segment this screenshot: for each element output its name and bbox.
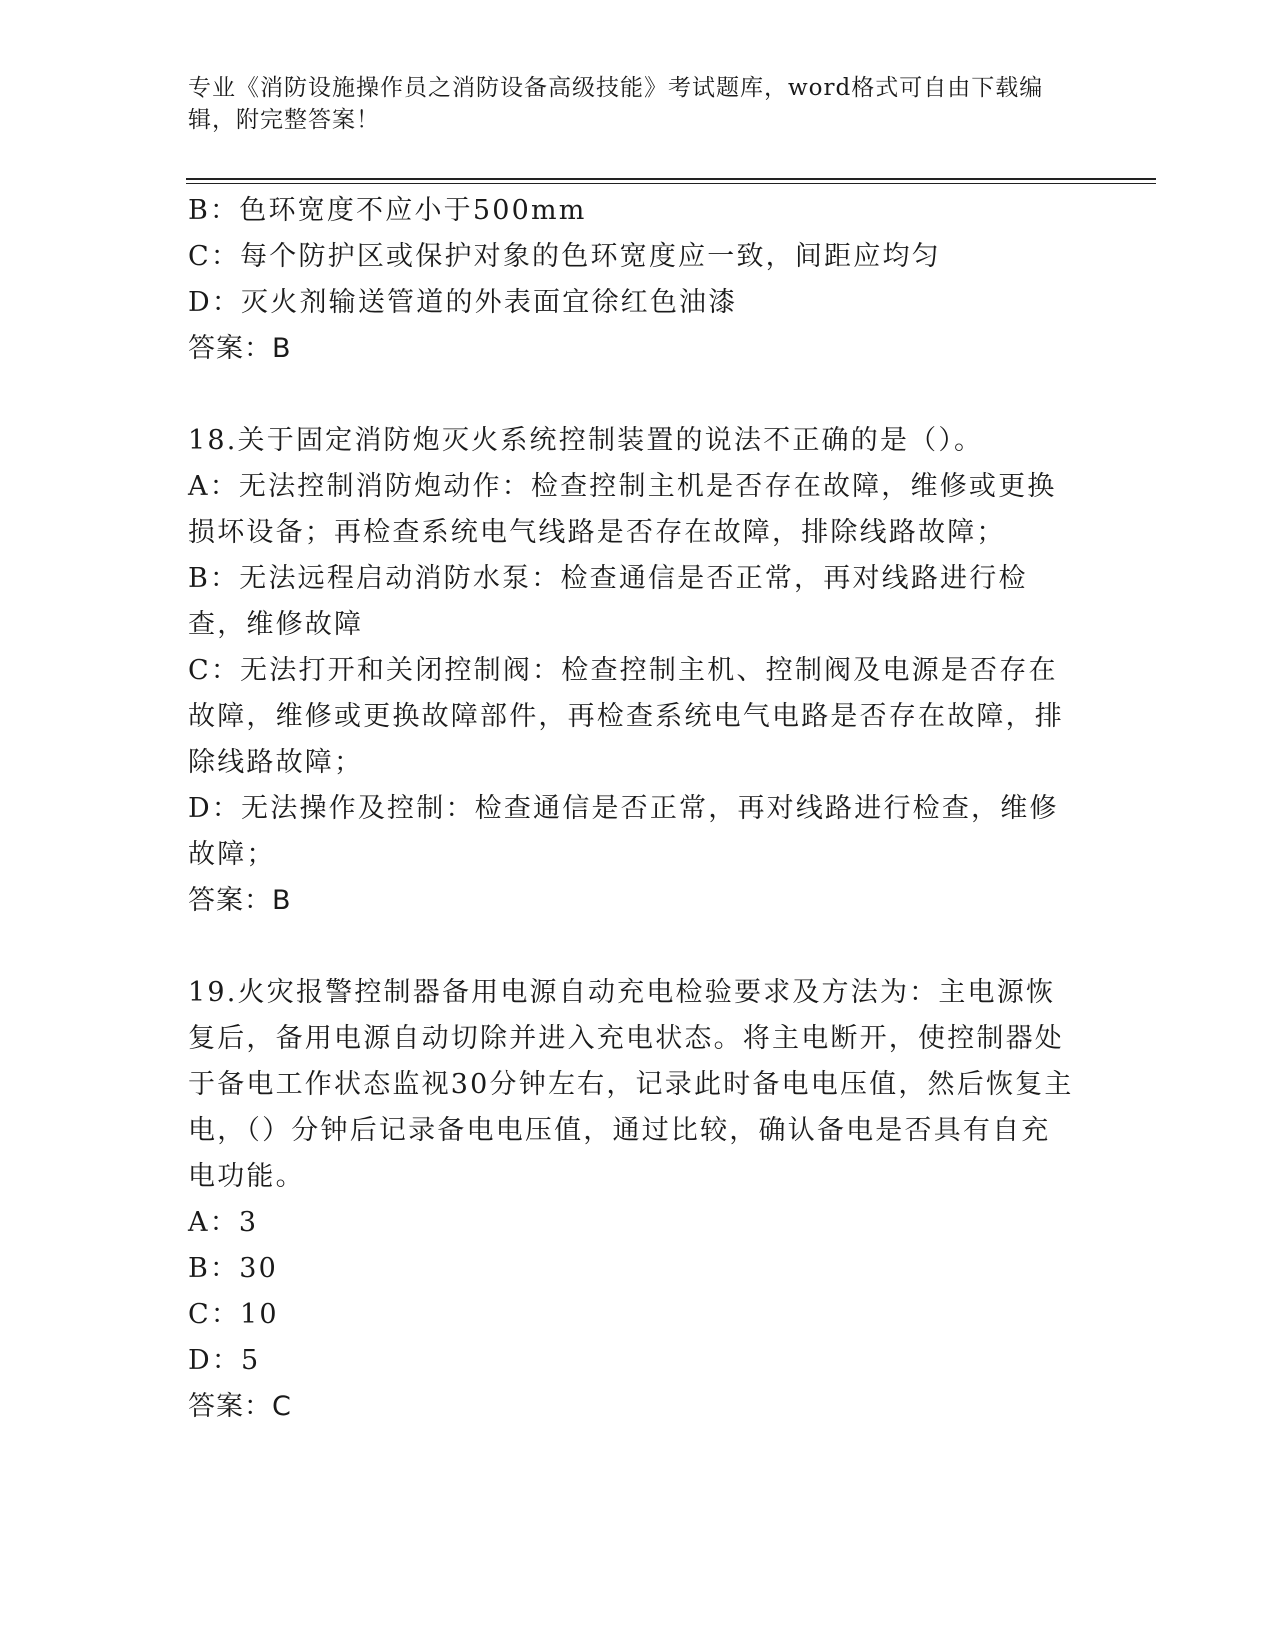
prev-question: [188, 188, 1078, 372]
option-d: D：5: [188, 1345, 261, 1376]
header-divider-thick: [186, 178, 1156, 180]
answer-line: 答案：C: [188, 1391, 292, 1422]
option-a: A：无法控制消防炮动作：检查控制主机是否存在故障，维修或更换损坏设备；再检查系统电气线路是否存在故障，排除线路故障；: [188, 471, 1057, 548]
option-a: A：3: [188, 1207, 259, 1238]
option-b: B：色环宽度不应小于500mm: [188, 195, 587, 226]
question-stem: 18.关于固定消防炮灭火系统控制装置的说法不正确的是（）。: [188, 425, 984, 456]
question-content: [188, 188, 1078, 1430]
page-header: 专业《消防设施操作员之消防设备高级技能》考试题库，word格式可自由下载编辑，附完整答案！: [188, 75, 1044, 133]
question-18: [188, 418, 1078, 924]
option-d: D：无法操作及控制：检查通信是否正常，再对线路进行检查，维修故障；: [188, 793, 1059, 870]
option-b: B：30: [188, 1253, 278, 1284]
answer-line: 答案：B: [188, 333, 292, 364]
question-19: [188, 970, 1078, 1430]
option-c: C：无法打开和关闭控制阀：检查控制主机、控制阀及电源是否存在故障，维修或更换故障部件，再检查系统电气电路是否存在故障，排除线路故障；: [188, 655, 1064, 778]
option-c: C：10: [188, 1299, 279, 1330]
option-b: B：无法远程启动消防水泵：检查通信是否正常，再对线路进行检查，维修故障: [188, 563, 1028, 640]
option-c: C：每个防护区或保护对象的色环宽度应一致，间距应均匀: [188, 241, 941, 272]
header-divider-thin: [186, 183, 1156, 184]
answer-line: 答案：B: [188, 885, 292, 916]
option-d: D：灭火剂输送管道的外表面宜徐红色油漆: [188, 287, 738, 318]
question-stem: 19.火灾报警控制器备用电源自动充电检验要求及方法为：主电源恢复后，备用电源自动切除并进入充电状态。将主电断开，使控制器处于备电工作状态监视30分钟左右，记录此时备电电压值，然后恢复主电，（）分钟后记录备电电压值，通过比较，确认备电是否具有自充电功能。: [188, 977, 1074, 1192]
